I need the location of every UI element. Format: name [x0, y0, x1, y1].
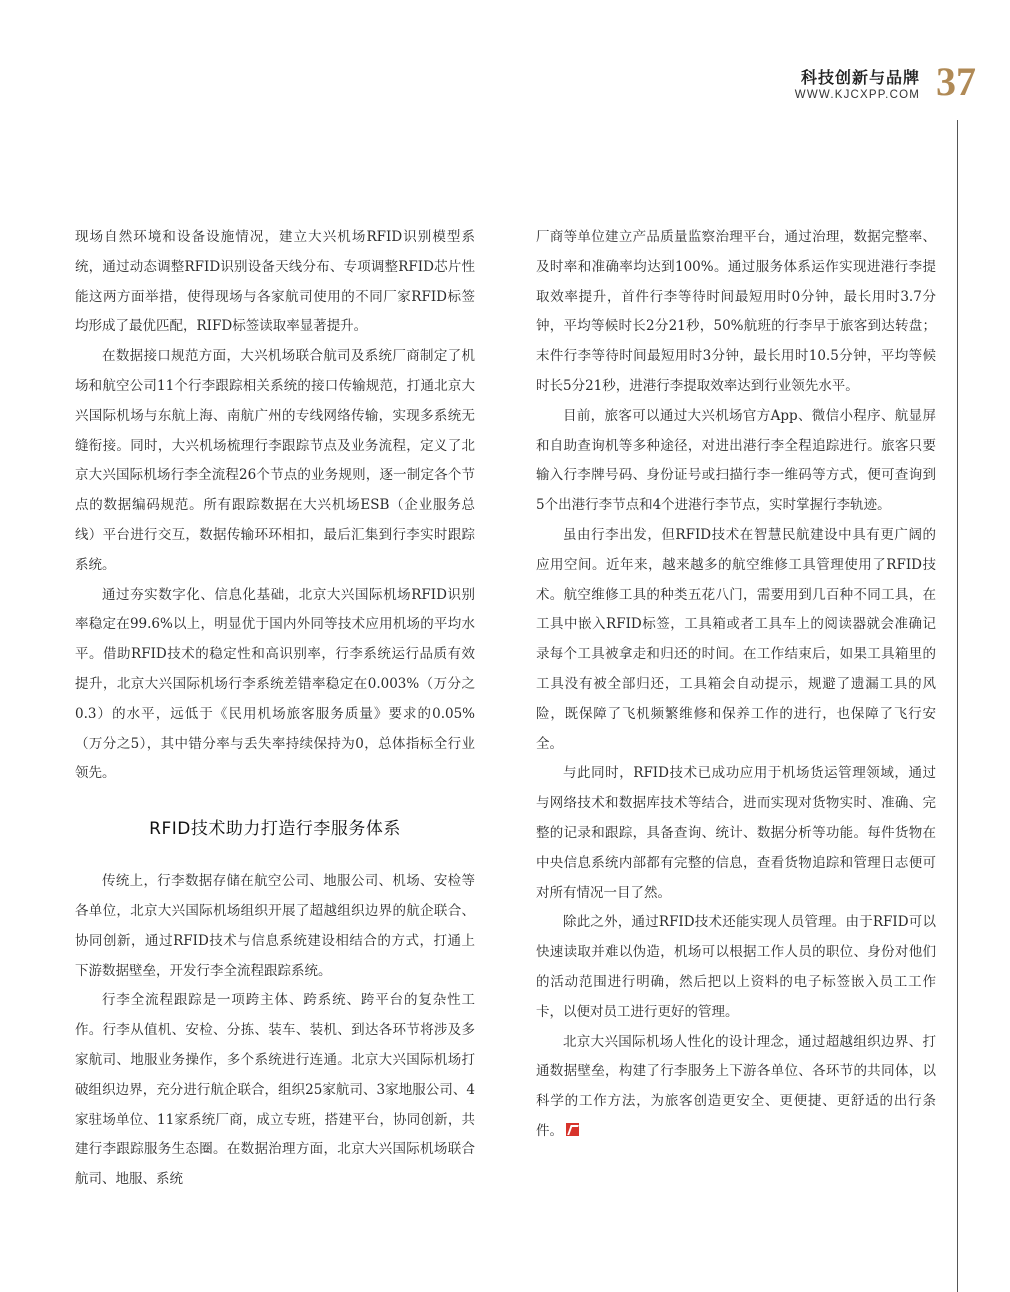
- paragraph: 在数据接口规范方面，大兴机场联合航司及系统厂商制定了机场和航空公司11个行李跟踪相关系统的接口传输规范，打通北京大兴国际机场与东航上海、南航广州的专线网络传输，实现多系统无缝衔接。同时，大兴机场梳理行李跟踪节点及业务流程，定义了北京大兴国际机场行李全流程26个节点的业务规则，逐一制定各个节点的数据编码规范。所有跟踪数据在大兴机场ESB（企业服务总线）平台进行交互，数据传输环环相扣，最后汇集到行李实时跟踪系统。: [75, 348, 475, 573]
- right-column: [536, 223, 936, 1147]
- section-heading: RFID技术助力打造行李服务体系: [149, 819, 401, 840]
- paragraph: 传统上，行李数据存储在航空公司、地服公司、机场、安检等各单位，北京大兴国际机场组织开展了超越组织边界的航企联合、协同创新，通过RFID技术与信息系统建设相结合的方式，打通上下游数据壁垒，开发行李全流程跟踪系统。: [75, 873, 475, 979]
- paragraph: 除此之外，通过RFID技术还能实现人员管理。由于RFID可以快速读取并难以伪造，机场可以根据工作人员的职位、身份对他们的活动范围进行明确，然后把以上资料的电子标签嵌入员工工作卡，以便对员工进行更好的管理。: [536, 914, 936, 1020]
- end-mark-icon: [566, 1123, 579, 1136]
- paragraph: 通过夯实数字化、信息化基础，北京大兴国际机场RFID识别率稳定在99.6%以上，明显优于国内外同等技术应用机场的平均水平。借助RFID技术的稳定性和高识别率，行李系统运行品质有效提升，北京大兴国际机场行李系统差错率稳定在0.003%（万分之0.3）的水平，远低于《民用机场旅客服务质量》要求的0.05%（万分之5），其中错分率与丢失率持续保持为0，总体指标全行业领先。: [75, 586, 475, 782]
- page-header: [760, 59, 980, 112]
- paragraph: 虽由行李出发，但RFID技术在智慧民航建设中具有更广阔的应用空间。近年来，越来越多的航空维修工具管理使用了RFID技术。航空维修工具的种类五花八门，需要用到几百种不同工具，在工具中嵌入RFID标签，工具箱或者工具车上的阅读器就会准确记录每个工具被拿走和归还的时间。在工作结束后，如果工具箱里的工具没有被全部归还，工具箱会自动提示，规避了遗漏工具的风险，既保障了飞机频繁维修和保养工作的进行，也保障了飞行安全。: [536, 526, 936, 752]
- paragraph: 行李全流程跟踪是一项跨主体、跨系统、跨平台的复杂性工作。行李从值机、安检、分拣、装车、装机、到达各环节将涉及多家航司、地服业务操作，多个系统进行连通。北京大兴国际机场打破组织边界，充分进行航企联合，组织25家航司、3家地服公司、4家驻场单位、11家系统厂商，成立专班，搭建平台，协同创新，共建行李跟踪服务生态圈。在数据治理方面，北京大兴国际机场联合航司、地服、系统: [75, 992, 475, 1188]
- paragraph: 与此同时，RFID技术已成功应用于机场货运管理领域，通过与网络技术和数据库技术等结合，进而实现对货物实时、准确、完整的记录和跟踪，具备查询、统计、数据分析等功能。每件货物在中央信息系统内部都有完整的信息，查看货物追踪和管理日志便可对所有情况一目了然。: [536, 765, 936, 901]
- paragraph: 现场自然环境和设备设施情况，建立大兴机场RFID识别模型系统，通过动态调整RFID识别设备天线分布、专项调整RFID芯片性能这两方面举措，使得现场与各家航司使用的不同厂家RFID标签均形成了最优匹配，RIFD标签读取率显著提升。: [75, 229, 475, 335]
- magazine-brand: [795, 68, 920, 102]
- page-number: 37: [936, 59, 976, 104]
- magazine-url: WWW.KJCXPP.COM: [794, 89, 920, 101]
- paragraph: 目前，旅客可以通过大兴机场官方App、微信小程序、航显屏和自助查询机等多种途径，对进出港行李全程追踪进行。旅客只要输入行李牌号码、身份证号或扫描行李一维码等方式，便可查询到5个出港行李节点和4个进港行李节点，实时掌握行李轨迹。: [536, 407, 936, 514]
- paragraph-text: 北京大兴国际机场人性化的设计理念，通过超越组织边界、打通数据壁垒，构建了行李服务上下游各单位、各环节的共同体，以科学的工作方法，为旅客创造更安全、更便捷、更舒适的出行条件。: [536, 1033, 936, 1139]
- paragraph: 厂商等单位建立产品质量监察治理平台，通过治理，数据完整率、及时率和准确率均达到100%。通过服务体系运作实现进港行李提取效率提升，首件行李等待时间最短用时0分钟，最长用时3.7分钟，平均等候时长2分21秒，50%航班的行李早于旅客到达转盘；末件行李等待时间最短用时3分钟，最长用时10.5分钟，平均等候时长5分21秒，进港行李提取效率达到行业领先水平。: [536, 229, 936, 394]
- vertical-divider: [957, 120, 958, 1292]
- paragraph-last: [536, 1028, 936, 1147]
- left-column: [75, 223, 475, 1195]
- magazine-title: 科技创新与品牌: [800, 68, 920, 87]
